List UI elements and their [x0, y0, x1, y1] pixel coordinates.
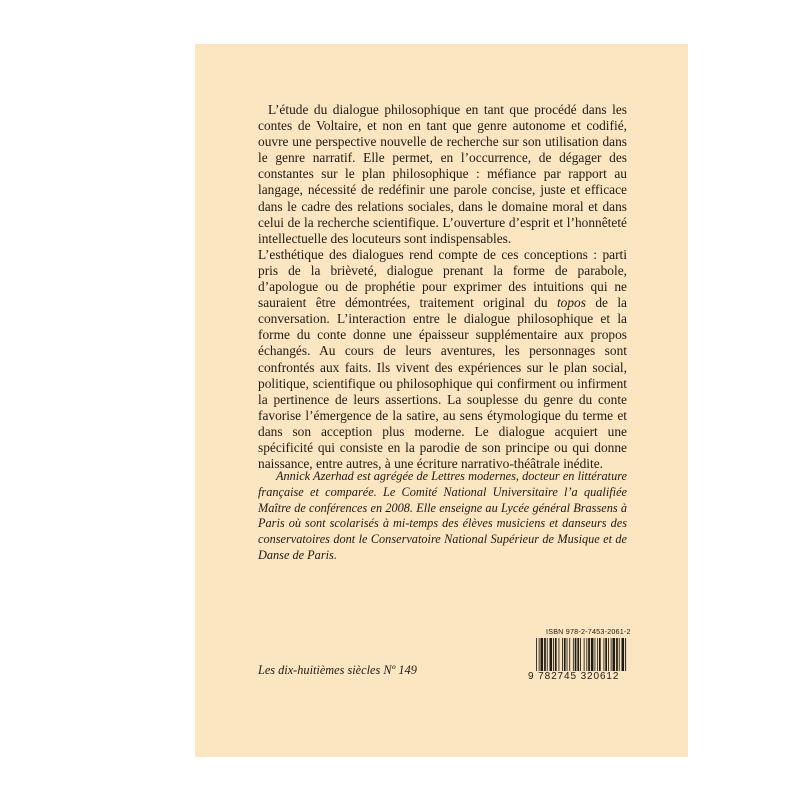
series-title: Les dix-huitièmes siècles Nº 149: [258, 663, 417, 677]
barcode-bar: [622, 638, 625, 671]
barcode-digits: 9 782745 320612: [528, 671, 620, 682]
barcode-bar: [569, 638, 570, 671]
barcode-bar: [580, 638, 581, 671]
barcode-bar: [584, 638, 585, 671]
barcode-bar: [588, 638, 590, 671]
isbn-barcode: [528, 627, 631, 683]
barcode-bar: [567, 638, 568, 671]
barcode-bar: [613, 638, 616, 671]
summary-text: [258, 102, 627, 472]
barcode-bar: [604, 638, 605, 671]
barcode-bar: [539, 638, 540, 671]
barcode-bar: [564, 638, 566, 671]
barcode-bar: [555, 638, 557, 671]
author-bio: Annick Azerhad est agrégée de Lettres modernes, docteur en littérature française et comparée. Le Comité National Universitaire l’a qualifiée Maître de conférences en 2008. Elle enseigne au Lycée général Brassens à Paris où sont scolarisés à mi-temps des élèves musiciens et danseurs des conservatoires dont le Conservatoire National Supérieur de Musique et de Danse de Paris.: [258, 469, 627, 562]
barcode-bar: [541, 638, 544, 671]
barcode-bar: [616, 638, 618, 671]
barcode-bar: [575, 638, 577, 671]
isbn-label: ISBN 978-2-7453-2061-2: [546, 627, 631, 636]
barcode-bar: [553, 638, 554, 671]
barcode-bar: [591, 638, 594, 671]
barcode-bar: [605, 638, 607, 671]
barcode-bar: [559, 638, 560, 671]
barcode-bar: [544, 638, 546, 671]
summary-paragraph: L’esthétique des dialogues rend compte de ces conceptions : parti pris de la brièveté, dialogue prenant la forme de parabole, d’apologue ou de prophétie pour exprimer des intuitions qui ne sauraient être démontrées, traitement original du topos de la conversation. L’interaction entre le dialogue philosophique et la forme du conte donne une épaisseur supplémentaire aux propos échangés. Au cours de leurs aventures, les personnages sont confrontés aux faits. Ils vivent des expériences sur le plan social, politique, scientifique ou philosophique qui confirment ou infirment la pertinence de leurs assertions. La souplesse du genre du conte favorise l’émergence de la satire, au sens étymologique du terme et dans son acception plus moderne. Le dialogue acquiert une spécificité qui consiste en la parodie de son principe ou qui donne naissance, entre autres, à une écriture narrativo-théâtrale inédite.: [258, 246, 627, 472]
barcode-bar: [611, 638, 612, 671]
barcode-bar: [547, 638, 548, 671]
barcode-bar: [562, 638, 563, 671]
barcode-bar: [573, 638, 574, 671]
barcode-bar: [577, 638, 579, 671]
summary-paragraph: L’étude du dialogue philosophique en tant que procédé dans les contes de Voltaire, et non en tant que genre autonome et codifié, ouvre une perspective nouvelle de recherche sur son utilisation dans le genre narratif. Elle permet, en l’occurrence, de dégager des constantes sur le plan philosophique : méfiance par rapport au langage, nécessité de redéfinir une parole concise, juste et efficace dans le cadre des relations sociales, dans le domaine moral et dans celui de la recherche scientifique. L’ouverture d’esprit et l’honnêteté intellectuelle des locuteurs sont indispensables.: [258, 102, 627, 246]
back-cover: [195, 44, 688, 757]
barcode-bar: [619, 638, 620, 671]
barcode-bar: [550, 638, 553, 671]
barcode-bar: [599, 638, 601, 671]
barcode-bar: [625, 638, 626, 671]
barcode-bar: [608, 638, 609, 671]
barcode-bar: [536, 638, 537, 671]
barcode-bar: [597, 638, 598, 671]
barcode-bar: [595, 638, 596, 671]
barcode-bar: [586, 638, 587, 671]
barcode-bars: [536, 638, 627, 671]
